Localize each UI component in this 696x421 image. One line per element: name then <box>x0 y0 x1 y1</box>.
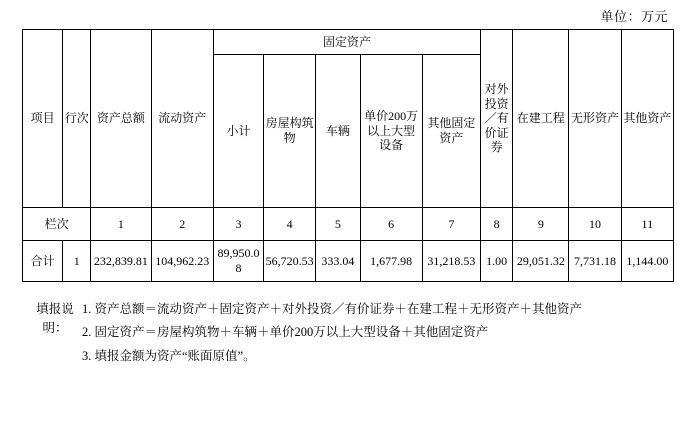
col-header-fa-vehicles: 车辆 <box>316 55 360 208</box>
cell-fa-large-equipment: 1,677.98 <box>360 241 422 282</box>
total-row-label: 合计 <box>23 241 63 282</box>
column-number-9: 9 <box>513 208 569 241</box>
cell-intangible-assets: 7,731.18 <box>569 241 621 282</box>
total-row-no: 1 <box>63 241 91 282</box>
notes-body <box>78 300 674 370</box>
cell-current-assets: 104,962.23 <box>151 241 213 282</box>
column-number-5: 5 <box>316 208 360 241</box>
column-number-11: 11 <box>621 208 673 241</box>
col-header-fa-buildings: 房屋构筑物 <box>264 55 316 208</box>
table-group-header-row <box>23 30 674 55</box>
col-header-current-assets: 流动资产 <box>151 30 213 208</box>
col-header-fa-subtotal: 小计 <box>213 55 263 208</box>
column-number-2: 2 <box>151 208 213 241</box>
notes-section <box>22 300 674 370</box>
col-header-construction-in-progress: 在建工程 <box>513 30 569 208</box>
column-number-row <box>23 208 674 241</box>
cell-construction-in-progress: 29,051.32 <box>513 241 569 282</box>
column-number-3: 3 <box>213 208 263 241</box>
cell-external-investment: 1.00 <box>481 241 513 282</box>
note-item-1: 1. 资产总额＝流动资产＋固定资产＋对外投资／有价证券＋在建工程＋无形资产＋其他资产 <box>82 302 583 316</box>
column-number-7: 7 <box>422 208 480 241</box>
col-header-intangible-assets: 无形资产 <box>569 30 621 208</box>
column-number-8: 8 <box>481 208 513 241</box>
cell-fa-vehicles: 333.04 <box>316 241 360 282</box>
column-number-10: 10 <box>569 208 621 241</box>
notes-label: 填报说明： <box>36 302 74 336</box>
note-item-3: 3. 填报金额为资产“账面原值”。 <box>82 348 256 363</box>
col-header-external-investment: 对外投资／有价证券 <box>481 30 513 208</box>
unit-note: 单位：万元 <box>600 9 668 24</box>
col-header-total-assets: 资产总额 <box>91 30 151 208</box>
col-header-fa-large-equipment: 单价200万以上大型设备 <box>360 55 422 208</box>
cell-other-assets: 1,144.00 <box>621 241 673 282</box>
table-row <box>23 241 674 282</box>
cell-total-assets: 232,839.81 <box>91 241 151 282</box>
col-header-other-assets: 其他资产 <box>621 30 673 208</box>
asset-summary-table <box>22 29 674 282</box>
note-item-2: 2. 固定资产＝房屋构筑物＋车辆＋单价200万以上大型设备＋其他固定资产 <box>82 325 489 340</box>
column-number-6: 6 <box>360 208 422 241</box>
col-header-fa-other: 其他固定资产 <box>422 55 480 208</box>
cell-fa-buildings: 56,720.53 <box>264 241 316 282</box>
column-number-1: 1 <box>91 208 151 241</box>
col-header-row-no: 行次 <box>63 30 91 208</box>
column-number-label: 栏次 <box>23 208 91 241</box>
col-header-item: 项目 <box>23 30 63 208</box>
column-number-4: 4 <box>264 208 316 241</box>
cell-fa-subtotal: 89,950.08 <box>213 241 263 282</box>
col-group-header-fixed-assets: 固定资产 <box>213 30 480 55</box>
cell-fa-other: 31,218.53 <box>422 241 480 282</box>
